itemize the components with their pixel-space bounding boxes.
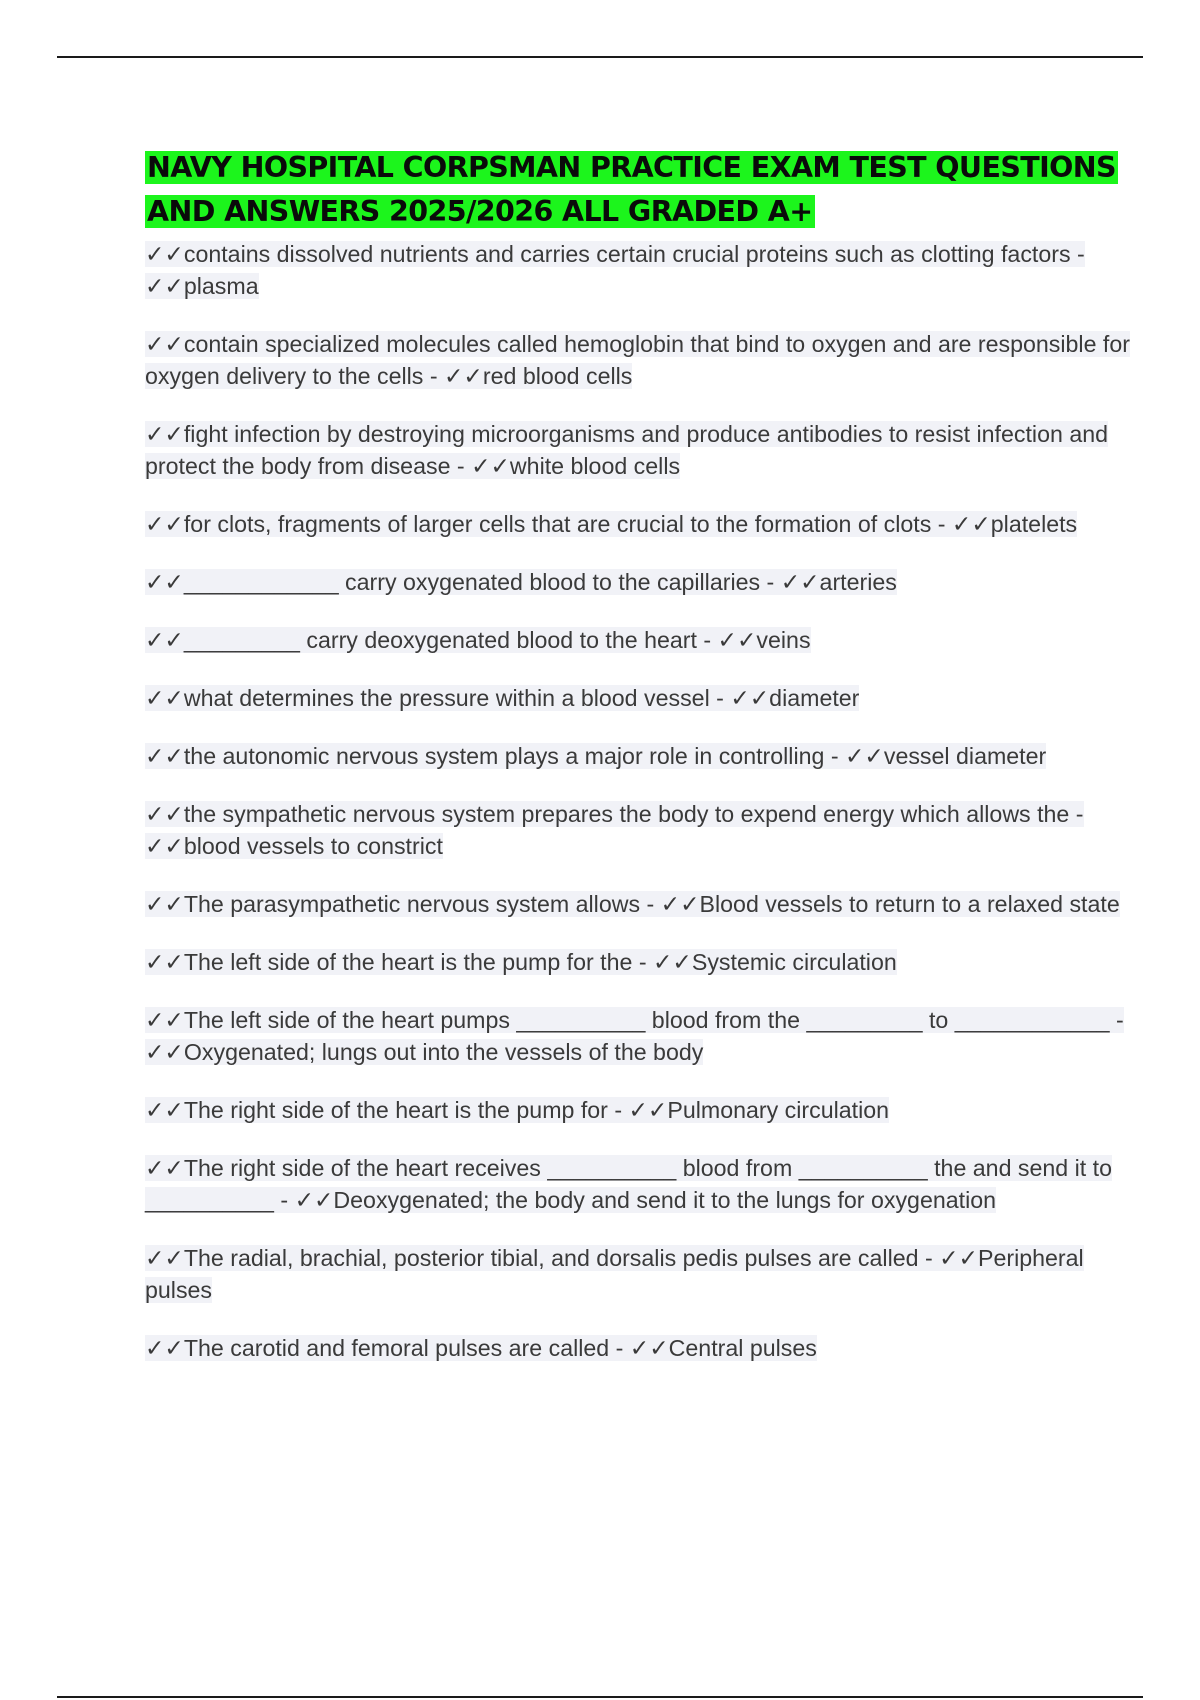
qa-item: ✓✓fight infection by destroying microorganisms and produce antibodies to resist infection and protect the body from disease - ✓✓white blood cells: [145, 421, 1109, 479]
qa-item: ✓✓the autonomic nervous system plays a major role in controlling - ✓✓vessel diameter: [145, 743, 1047, 769]
qa-list: [145, 238, 1145, 1364]
document-body: [145, 146, 1145, 1390]
qa-item: ✓✓what determines the pressure within a blood vessel - ✓✓diameter: [145, 685, 860, 711]
qa-item: ✓✓The left side of the heart is the pump for the - ✓✓Systemic circulation: [145, 949, 897, 975]
document-title: NAVY HOSPITAL CORPSMAN PRACTICE EXAM TEST QUESTIONS AND ANSWERS 2025/2026 ALL GRADED A+: [147, 151, 1116, 228]
qa-item: ✓✓____________ carry oxygenated blood to the capillaries - ✓✓arteries: [145, 569, 897, 595]
qa-item: ✓✓contains dissolved nutrients and carries certain crucial proteins such as clotting factors - ✓✓plasma: [145, 241, 1085, 299]
qa-item: ✓✓for clots, fragments of larger cells that are crucial to the formation of clots - ✓✓platelets: [145, 511, 1078, 537]
qa-item: ✓✓The parasympathetic nervous system allows - ✓✓Blood vessels to return to a relaxed state: [145, 891, 1120, 917]
qa-item: ✓✓The right side of the heart is the pump for - ✓✓Pulmonary circulation: [145, 1097, 890, 1123]
top-rule: [57, 56, 1143, 58]
qa-item: ✓✓the sympathetic nervous system prepares the body to expend energy which allows the - ✓✓blood vessels to constrict: [145, 801, 1084, 859]
qa-item: ✓✓The radial, brachial, posterior tibial, and dorsalis pedis pulses are called - ✓✓Peripheral pulses: [145, 1245, 1084, 1303]
qa-item: ✓✓_________ carry deoxygenated blood to the heart - ✓✓veins: [145, 627, 811, 653]
bottom-rule: [57, 1696, 1143, 1698]
qa-item: ✓✓The right side of the heart receives __________ blood from __________ the and send it to __________ - ✓✓Deoxygenated; the body and send it to the lungs for oxygenation: [145, 1155, 1113, 1213]
qa-item: ✓✓contain specialized molecules called hemoglobin that bind to oxygen and are responsible for oxygen delivery to the cells - ✓✓red blood cells: [145, 331, 1130, 389]
qa-item: ✓✓The left side of the heart pumps __________ blood from the _________ to ____________ - ✓✓Oxygenated; lungs out into the vessels of the body: [145, 1007, 1124, 1065]
qa-item: ✓✓The carotid and femoral pulses are called - ✓✓Central pulses: [145, 1335, 817, 1361]
